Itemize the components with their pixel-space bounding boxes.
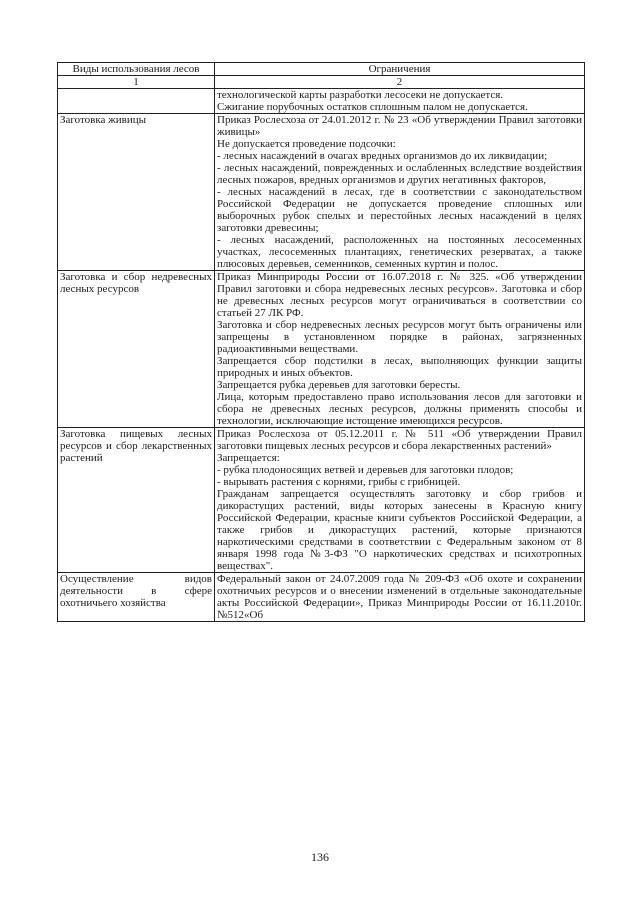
- restriction-paragraph: Заготовка и сбор недревесных лесных ресурсов могут быть ограничены или запрещены в установленном порядке в районах, загрязненных радиоактивными веществами.: [217, 319, 582, 355]
- restriction-paragraph: Приказ Рослесхоза от 05.12.2011 г. № 511 «Об утверждении Правил заготовки пищевых лесных ресурсов и сбора лекарственных растений»: [217, 428, 582, 452]
- header-forest-use-types: Виды использования лесов: [58, 63, 215, 76]
- table-row: [58, 89, 585, 114]
- restriction-paragraph: - вырывать растения с корнями, грибы с грибницей.: [217, 476, 461, 488]
- restriction-paragraph: - лесных насаждений, расположенных на постоянных лесосеменных участках, лесосеменных плантациях, генетических резерватах, а также плюсовых деревьев, семенников, семенных куртин и полос.: [217, 234, 582, 270]
- table-row: [58, 428, 585, 573]
- table-header-row: [58, 63, 585, 76]
- restriction-paragraph: Запрещается рубка деревьев для заготовки бересты.: [217, 379, 461, 391]
- forest-use-type-cell: [58, 89, 215, 114]
- page-number: 136: [311, 850, 329, 864]
- restrictions-cell: [215, 271, 585, 428]
- forest-use-restrictions-table: [57, 62, 585, 622]
- column-number-row: [58, 76, 585, 89]
- restriction-paragraph: Федеральный закон от 24.07.2009 года № 209-ФЗ «Об охоте и сохранении охотничьих ресурсов и о внесении изменений в отдельные законодательные акты Российской Федерации», Приказ Минприроды России от 16.11.2010г. №512«Об: [217, 573, 582, 621]
- table-row: [58, 573, 585, 622]
- restriction-paragraph: - лесных насаждений в лесах, где в соответствии с законодательством Российской Федерации не допускается проведение сплошных или выборочных рубок спелых и перестойных лесных насаждений в целях заготовки древесины;: [217, 186, 582, 234]
- restriction-paragraph: Приказ Минприроды России от 16.07.2018 г. № 325. «Об утверждении Правил заготовки и сбора недревесных лесных ресурсов». Заготовка и сбор не древесных лесных ресурсов могут ограничиваться в соответствии со статьей 27 ЛК РФ.: [217, 271, 582, 319]
- forest-use-type-cell: Осуществление видов деятельности в сфере охотничьего хозяйства: [58, 573, 215, 622]
- column-number-2: 2: [215, 76, 585, 89]
- table-row: [58, 114, 585, 271]
- restriction-paragraph: - рубка плодоносящих ветвей и деревьев для заготовки плодов;: [217, 464, 514, 476]
- forest-use-type-cell: Заготовка и сбор недревесных лесных ресурсов: [58, 271, 215, 428]
- restriction-paragraph: Приказ Рослесхоза от 24.01.2012 г. № 23 «Об утверждении Правил заготовки живицы»: [217, 114, 582, 138]
- restrictions-cell: [215, 114, 585, 271]
- restriction-paragraph: Сжигание порубочных остатков сплошным палом не допускается.: [217, 101, 528, 113]
- forest-use-type-cell: Заготовка живицы: [58, 114, 215, 271]
- table-row: [58, 271, 585, 428]
- restriction-paragraph: - лесных насаждений, поврежденных и ослабленных вследствие воздействия лесных пожаров, вредных организмов и других негативных факторов,: [217, 162, 582, 186]
- document-page: [57, 62, 584, 622]
- restriction-paragraph: Запрещается:: [217, 452, 280, 464]
- restriction-paragraph: Не допускается проведение подсочки:: [217, 138, 396, 150]
- forest-use-type-cell: Заготовка пищевых лесных ресурсов и сбор лекарственных растений: [58, 428, 215, 573]
- restriction-paragraph: технологической карты разработки лесосеки не допускается.: [217, 89, 504, 101]
- restriction-paragraph: Гражданам запрещается осуществлять заготовку и сбор грибов и дикорастущих растений, виды которых занесены в Красную книгу Российской Федерации, красные книги субъектов Российской Федерации, а также грибов и дикорастущих растений, которые признаются наркотическими средствами в соответствии с Федеральным законом от 8 января 1998 года №3-ФЗ "О наркотических средствах и психотропных веществах".: [217, 488, 582, 572]
- restrictions-cell: [215, 573, 585, 622]
- restrictions-cell: [215, 428, 585, 573]
- restriction-paragraph: - лесных насаждений в очагах вредных организмов до их ликвидации;: [217, 150, 548, 162]
- header-restrictions: Ограничения: [215, 63, 585, 76]
- restriction-paragraph: Лица, которым предоставлено право использования лесов для заготовки и сбора не древесных лесных ресурсов, должны применять способы и технологии, исключающие истощение имеющихся ресурсов.: [217, 391, 582, 427]
- restriction-paragraph: Запрещается сбор подстилки в лесах, выполняющих функции защиты природных и иных объектов.: [217, 355, 582, 379]
- restrictions-cell: [215, 89, 585, 114]
- column-number-1: 1: [58, 76, 215, 89]
